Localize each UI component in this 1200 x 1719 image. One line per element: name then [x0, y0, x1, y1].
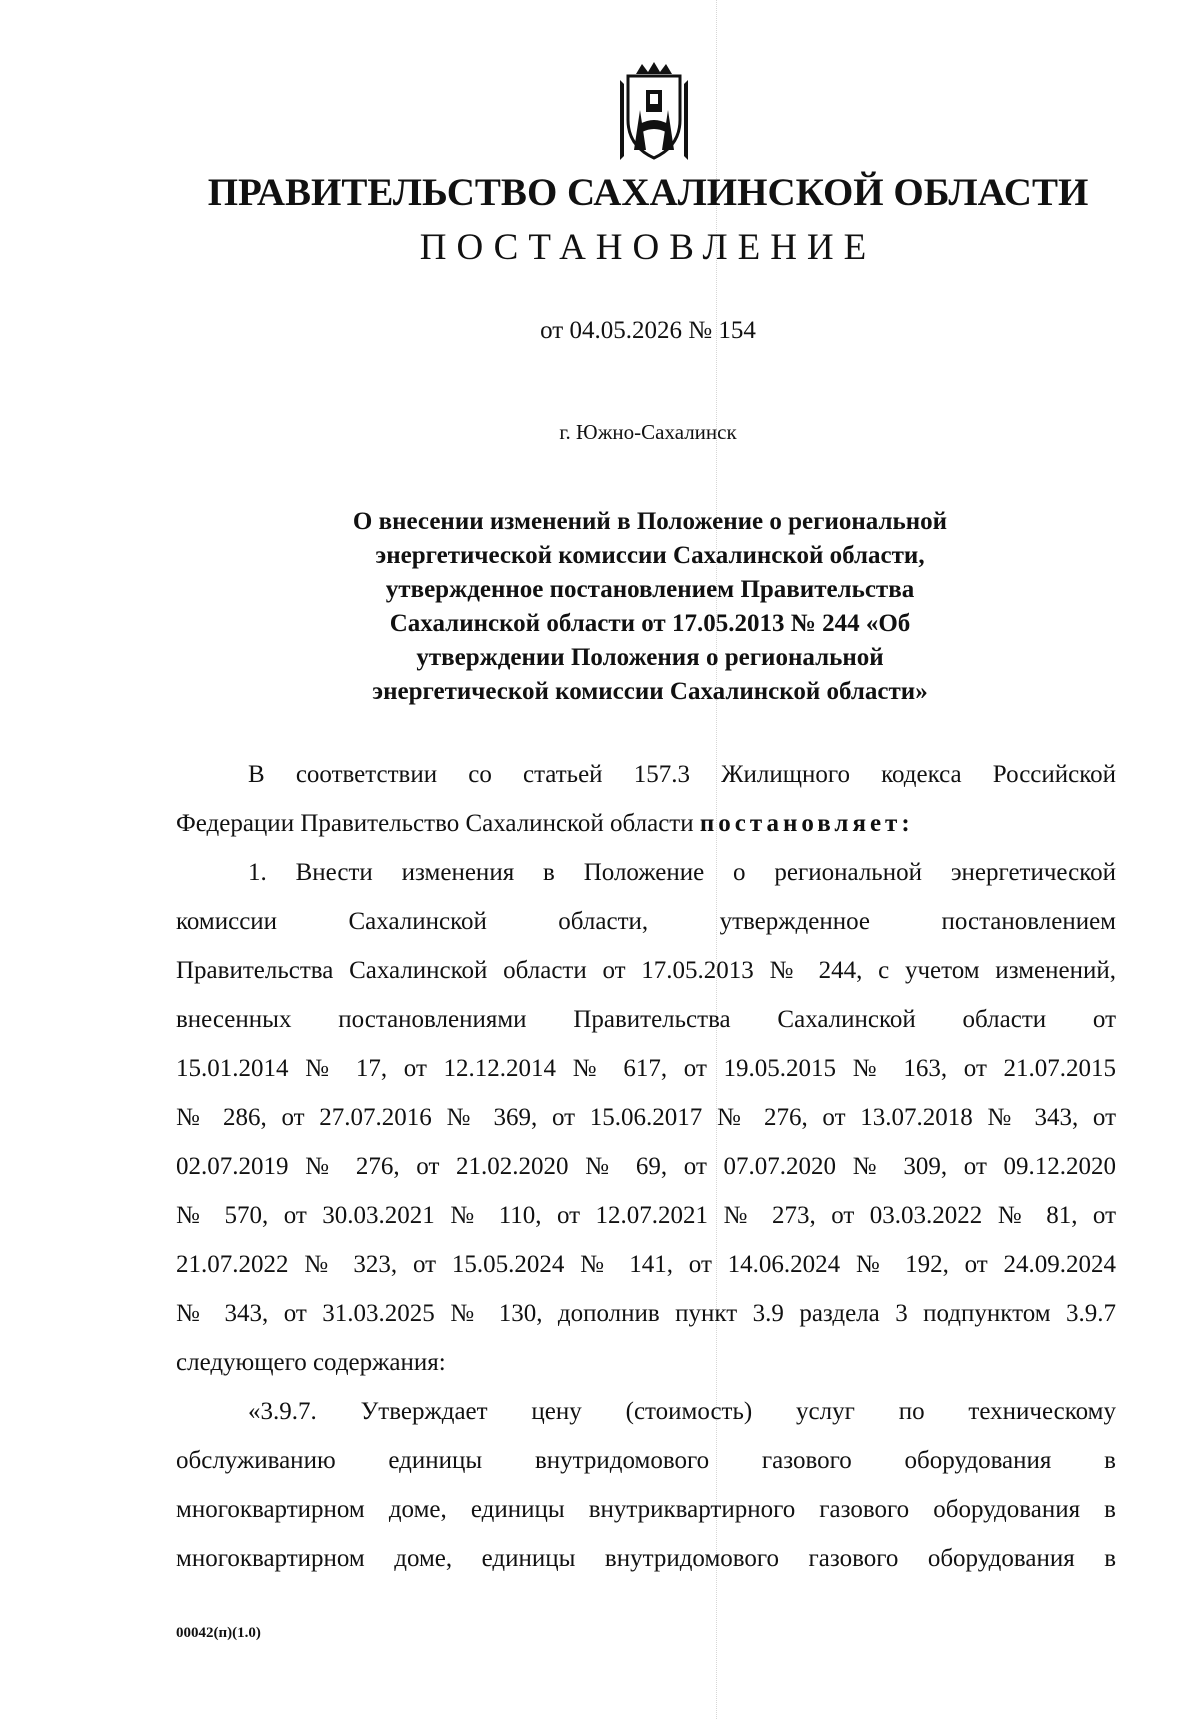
- document-code: 00042(п)(1.0): [176, 1625, 261, 1641]
- preamble-line: В соответствии со статьей 157.3 Жилищного кодекса Российской: [248, 761, 1116, 788]
- item-1-line: № 570, от 30.03.2021 № 110, от 12.07.2021 № 273, от 03.03.2022 № 81, от: [176, 1202, 1116, 1229]
- item-1-paragraph: [176, 848, 1116, 1387]
- subject-line: утвержденное постановлением Правительства: [385, 576, 915, 603]
- item-3-9-7-line: многоквартирном доме, единицы внутриквартирного газового оборудования в: [176, 1496, 1116, 1523]
- item-1-line: № 286, от 27.07.2016 № 369, от 15.06.2017 № 276, от 13.07.2018 № 343, от: [176, 1104, 1116, 1131]
- document-subject: [290, 505, 1010, 709]
- subject-line: Сахалинской области от 17.05.2013 № 244 «Об: [389, 610, 911, 637]
- item-3-9-7-line: «3.9.7. Утверждает цену (стоимость) услуг по техническому: [248, 1398, 1116, 1425]
- item-1-line: 1. Внести изменения в Положение о региональной энергетической: [248, 859, 1116, 886]
- item-3-9-7-line: обслуживанию единицы внутридомового газового оборудования в: [176, 1447, 1116, 1474]
- item-3-9-7-line: многоквартирном доме, единицы внутридомового газового оборудования в: [176, 1545, 1116, 1572]
- subject-line: энергетической комиссии Сахалинской области»: [372, 678, 928, 705]
- document-city: г. Южно-Сахалинск: [559, 420, 737, 444]
- preamble-text: Федерации Правительство Сахалинской области: [176, 810, 700, 837]
- item-1-line: 21.07.2022 № 323, от 15.05.2024 № 141, от 14.06.2024 № 192, от 24.09.2024: [176, 1251, 1116, 1278]
- item-1-line: № 343, от 31.03.2025 № 130, дополнив пункт 3.9 раздела 3 подпунктом 3.9.7: [176, 1300, 1116, 1327]
- subject-line: О внесении изменений в Положение о региональной: [352, 508, 948, 535]
- item-1-line: внесенных постановлениями Правительства Сахалинской области от: [176, 1006, 1116, 1033]
- preamble-line: [176, 799, 1116, 848]
- item-1-line: комиссии Сахалинской области, утвержденное постановлением: [176, 908, 1116, 935]
- government-name: ПРАВИТЕЛЬСТВО САХАЛИНСКОЙ ОБЛАСТИ: [207, 171, 1089, 214]
- item-3-9-7-paragraph: [176, 1387, 1116, 1583]
- item-1-line: Правительства Сахалинской области от 17.05.2013 № 244, с учетом изменений,: [176, 957, 1116, 984]
- item-1-line: 02.07.2019 № 276, от 21.02.2020 № 69, от 07.07.2020 № 309, от 09.12.2020: [176, 1153, 1116, 1180]
- document-type: ПОСТАНОВЛЕНИЕ: [419, 227, 877, 268]
- document-body: [176, 750, 1116, 1583]
- document-date-number: от 04.05.2026 № 154: [540, 317, 756, 344]
- resolves-keyword: постановляет:: [699, 810, 914, 837]
- item-1-line: 15.01.2014 № 17, от 12.12.2014 № 617, от 19.05.2015 № 163, от 21.07.2015: [176, 1055, 1116, 1082]
- item-1-line: следующего содержания:: [176, 1349, 446, 1376]
- subject-line: энергетической комиссии Сахалинской области,: [375, 542, 925, 569]
- subject-line: утверждении Положения о региональной: [416, 644, 884, 671]
- preamble-paragraph: [176, 750, 1116, 848]
- sakhalin-coat-of-arms-icon: [606, 60, 702, 170]
